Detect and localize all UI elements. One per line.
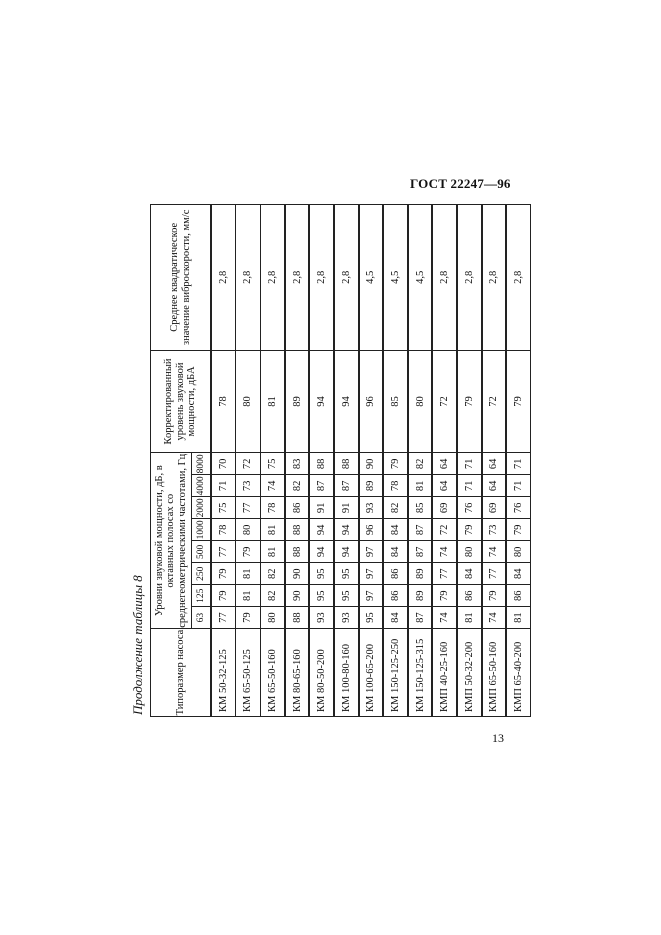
sound-level-cell: 79 xyxy=(383,453,408,475)
header-corrected-level: Корректированный уровень звуковой мощности, дБА xyxy=(151,350,212,453)
sound-level-cell: 81 xyxy=(457,607,482,629)
sound-level-cell: 71 xyxy=(506,453,531,475)
header-freq: 63 xyxy=(192,607,212,629)
table-row xyxy=(260,205,285,717)
sound-level-cell: 74 xyxy=(432,607,457,629)
sound-level-cell: 64 xyxy=(482,453,507,475)
corrected-level-cell: 72 xyxy=(432,350,457,453)
sound-level-cell: 94 xyxy=(309,519,334,541)
sound-level-cell: 71 xyxy=(457,475,482,497)
sound-level-cell: 75 xyxy=(260,453,285,475)
sound-level-cell: 76 xyxy=(457,497,482,519)
pump-type-cell: КМ 100-65-200 xyxy=(359,629,384,717)
sound-level-cell: 86 xyxy=(383,563,408,585)
sound-level-cell: 79 xyxy=(457,519,482,541)
vibration-cell: 4,5 xyxy=(383,205,408,351)
sound-level-cell: 84 xyxy=(383,607,408,629)
sound-level-cell: 79 xyxy=(211,585,236,607)
vibration-cell: 2,8 xyxy=(211,205,236,351)
sound-level-cell: 88 xyxy=(334,453,359,475)
sound-level-cell: 70 xyxy=(211,453,236,475)
table-row xyxy=(408,205,433,717)
sound-level-cell: 76 xyxy=(506,497,531,519)
table-row xyxy=(506,205,531,717)
vibration-cell: 2,8 xyxy=(334,205,359,351)
sound-level-cell: 72 xyxy=(432,519,457,541)
corrected-level-cell: 94 xyxy=(309,350,334,453)
corrected-level-cell: 79 xyxy=(457,350,482,453)
sound-level-cell: 87 xyxy=(408,541,433,563)
vibration-cell: 2,8 xyxy=(309,205,334,351)
header-freq: 250 xyxy=(192,563,212,585)
sound-level-cell: 69 xyxy=(482,497,507,519)
pump-type-cell: КМ 80-50-200 xyxy=(309,629,334,717)
sound-level-cell: 86 xyxy=(457,585,482,607)
sound-level-cell: 84 xyxy=(383,519,408,541)
sound-level-cell: 82 xyxy=(260,585,285,607)
sound-level-cell: 84 xyxy=(457,563,482,585)
sound-level-cell: 88 xyxy=(285,541,310,563)
table-row xyxy=(309,205,334,717)
sound-level-cell: 85 xyxy=(408,497,433,519)
sound-level-cell: 69 xyxy=(432,497,457,519)
corrected-level-cell: 78 xyxy=(211,350,236,453)
corrected-level-cell: 72 xyxy=(482,350,507,453)
sound-level-cell: 74 xyxy=(482,541,507,563)
sound-level-cell: 81 xyxy=(506,607,531,629)
sound-level-cell: 79 xyxy=(432,585,457,607)
sound-level-cell: 64 xyxy=(432,453,457,475)
vibration-cell: 2,8 xyxy=(260,205,285,351)
sound-level-cell: 74 xyxy=(260,475,285,497)
sound-level-cell: 93 xyxy=(334,607,359,629)
corrected-level-cell: 80 xyxy=(236,350,261,453)
header-freq: 1000 xyxy=(192,519,212,541)
corrected-level-cell: 85 xyxy=(383,350,408,453)
sound-level-cell: 88 xyxy=(309,453,334,475)
sound-level-cell: 94 xyxy=(309,541,334,563)
sound-level-cell: 89 xyxy=(408,585,433,607)
sound-level-cell: 93 xyxy=(359,497,384,519)
table-row xyxy=(211,205,236,717)
sound-level-cell: 84 xyxy=(506,563,531,585)
sound-level-cell: 78 xyxy=(383,475,408,497)
sound-level-cell: 86 xyxy=(285,497,310,519)
sound-level-cell: 77 xyxy=(211,607,236,629)
corrected-level-cell: 80 xyxy=(408,350,433,453)
sound-level-cell: 90 xyxy=(285,563,310,585)
sound-level-cell: 64 xyxy=(482,475,507,497)
sound-level-cell: 86 xyxy=(506,585,531,607)
sound-level-cell: 80 xyxy=(260,607,285,629)
sound-level-cell: 87 xyxy=(334,475,359,497)
table-row xyxy=(334,205,359,717)
sound-level-cell: 79 xyxy=(482,585,507,607)
header-freq: 125 xyxy=(192,585,212,607)
page-number: 13 xyxy=(492,731,504,745)
sound-level-cell: 97 xyxy=(359,563,384,585)
header-freq: 8000 xyxy=(192,453,212,475)
table-row xyxy=(457,205,482,717)
sound-level-cell: 91 xyxy=(334,497,359,519)
sound-level-cell: 78 xyxy=(260,497,285,519)
sound-level-cell: 84 xyxy=(383,541,408,563)
sound-level-cell: 79 xyxy=(211,563,236,585)
sound-level-cell: 75 xyxy=(211,497,236,519)
sound-level-cell: 96 xyxy=(359,519,384,541)
sound-level-cell: 82 xyxy=(383,497,408,519)
sound-level-cell: 64 xyxy=(432,475,457,497)
sound-level-cell: 97 xyxy=(359,541,384,563)
sound-level-cell: 71 xyxy=(211,475,236,497)
sound-level-cell: 91 xyxy=(309,497,334,519)
vibration-cell: 2,8 xyxy=(482,205,507,351)
sound-level-cell: 90 xyxy=(359,453,384,475)
sound-level-cell: 79 xyxy=(236,607,261,629)
sound-level-cell: 80 xyxy=(457,541,482,563)
header-sound-power-levels: Уровни звуковой мощности, дБ, в октавных полосах со среднегеометрическими частотами, Гц xyxy=(151,453,192,629)
pump-type-cell: КМП 65-40-200 xyxy=(506,629,531,717)
sound-level-cell: 78 xyxy=(211,519,236,541)
sound-level-cell: 89 xyxy=(408,563,433,585)
sound-level-cell: 95 xyxy=(334,585,359,607)
pump-type-cell: КМП 50-32-200 xyxy=(457,629,482,717)
vibration-cell: 4,5 xyxy=(359,205,384,351)
table-row xyxy=(432,205,457,717)
header-pump-type: Типоразмер насоса xyxy=(151,629,212,717)
table-body xyxy=(211,205,531,717)
sound-level-cell: 86 xyxy=(383,585,408,607)
pump-type-cell: КМ 150-125-315 xyxy=(408,629,433,717)
sound-level-cell: 94 xyxy=(334,519,359,541)
pump-type-cell: КМП 40-25-160 xyxy=(432,629,457,717)
sound-level-cell: 81 xyxy=(236,585,261,607)
sound-level-cell: 77 xyxy=(482,563,507,585)
pump-type-cell: КМ 80-65-160 xyxy=(285,629,310,717)
sound-level-cell: 79 xyxy=(236,541,261,563)
sound-level-cell: 80 xyxy=(506,541,531,563)
sound-level-cell: 95 xyxy=(359,607,384,629)
table-row xyxy=(383,205,408,717)
sound-level-cell: 88 xyxy=(285,519,310,541)
sound-level-cell: 89 xyxy=(359,475,384,497)
standard-header: ГОСТ 22247—96 xyxy=(410,176,511,191)
pump-type-cell: КМ 50-32-125 xyxy=(211,629,236,717)
sound-level-cell: 82 xyxy=(408,453,433,475)
sound-level-cell: 87 xyxy=(309,475,334,497)
sound-level-cell: 87 xyxy=(408,519,433,541)
table-caption: Продолжение таблицы 8 xyxy=(130,575,145,715)
sound-level-cell: 93 xyxy=(309,607,334,629)
sound-level-cell: 79 xyxy=(506,519,531,541)
sound-level-cell: 81 xyxy=(408,475,433,497)
sound-level-cell: 83 xyxy=(285,453,310,475)
sound-level-cell: 87 xyxy=(408,607,433,629)
sound-level-cell: 95 xyxy=(334,563,359,585)
sound-level-cell: 77 xyxy=(432,563,457,585)
pump-type-cell: КМП 65-50-160 xyxy=(482,629,507,717)
vibration-cell: 2,8 xyxy=(432,205,457,351)
sound-level-cell: 77 xyxy=(236,497,261,519)
sound-level-cell: 81 xyxy=(260,519,285,541)
pump-type-cell: КМ 100-80-160 xyxy=(334,629,359,717)
header-freq: 2000 xyxy=(192,497,212,519)
corrected-level-cell: 89 xyxy=(285,350,310,453)
vibration-cell: 2,8 xyxy=(236,205,261,351)
corrected-level-cell: 79 xyxy=(506,350,531,453)
table-row xyxy=(359,205,384,717)
sound-level-cell: 73 xyxy=(482,519,507,541)
sound-level-cell: 72 xyxy=(236,453,261,475)
pump-type-cell: КМ 65-50-125 xyxy=(236,629,261,717)
header-vibration-velocity: Среднее квадратическое значение виброскорости, мм/с xyxy=(151,205,212,351)
vibration-cell: 2,8 xyxy=(506,205,531,351)
table-row xyxy=(285,205,310,717)
sound-level-cell: 95 xyxy=(309,585,334,607)
vibration-cell: 2,8 xyxy=(285,205,310,351)
sound-level-cell: 94 xyxy=(334,541,359,563)
sound-level-cell: 71 xyxy=(506,475,531,497)
noise-level-table xyxy=(150,204,531,717)
vibration-cell: 2,8 xyxy=(457,205,482,351)
vibration-cell: 4,5 xyxy=(408,205,433,351)
header-freq: 500 xyxy=(192,541,212,563)
corrected-level-cell: 96 xyxy=(359,350,384,453)
rotated-table-wrapper xyxy=(150,204,531,717)
table-row xyxy=(482,205,507,717)
sound-level-cell: 97 xyxy=(359,585,384,607)
corrected-level-cell: 81 xyxy=(260,350,285,453)
sound-level-cell: 74 xyxy=(432,541,457,563)
sound-level-cell: 90 xyxy=(285,585,310,607)
pump-type-cell: КМ 65-50-160 xyxy=(260,629,285,717)
sound-level-cell: 81 xyxy=(236,563,261,585)
pump-type-cell: КМ 150-125-250 xyxy=(383,629,408,717)
sound-level-cell: 82 xyxy=(260,563,285,585)
sound-level-cell: 95 xyxy=(309,563,334,585)
header-freq: 4000 xyxy=(192,475,212,497)
sound-level-cell: 82 xyxy=(285,475,310,497)
sound-level-cell: 80 xyxy=(236,519,261,541)
table-row xyxy=(236,205,261,717)
sound-level-cell: 73 xyxy=(236,475,261,497)
sound-level-cell: 71 xyxy=(457,453,482,475)
sound-level-cell: 74 xyxy=(482,607,507,629)
sound-level-cell: 88 xyxy=(285,607,310,629)
sound-level-cell: 77 xyxy=(211,541,236,563)
sound-level-cell: 81 xyxy=(260,541,285,563)
corrected-level-cell: 94 xyxy=(334,350,359,453)
